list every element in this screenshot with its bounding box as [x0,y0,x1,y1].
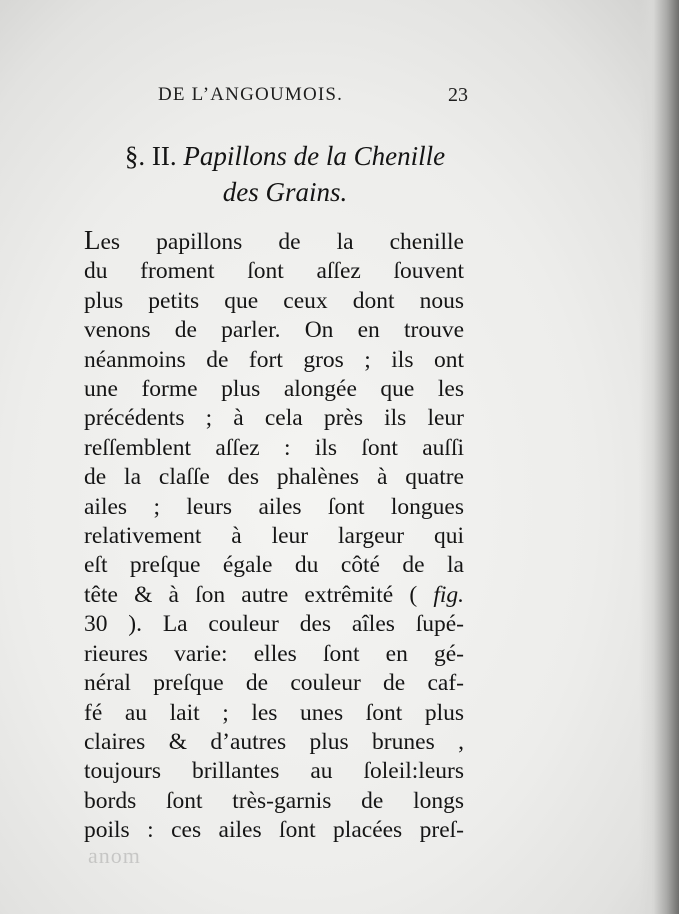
section-heading [85,138,485,210]
section-mark: §. II. [124,141,177,171]
text-line: néral preſque de couleur de caf- [84,670,464,697]
drop-initial: L [84,225,101,255]
text-line: fé au lait ; les unes ſont plus [84,699,464,726]
running-title: DE L’ANGOUMOIS. [158,84,344,105]
text-line: Les papillons de la chenille [84,225,464,255]
text-line: claires & d’autres plus brunes , [84,728,464,755]
text-line: rieures varie: elles ſont en gé- [84,640,464,667]
page-header [158,84,468,114]
text-line: poils : ces ailes ſont placées preſ- [84,817,464,844]
text-line: précédents ; à cela près ils leur [84,405,464,432]
text-line: eſt preſque égale du côté de la [84,552,464,579]
text-line: 30 ). La couleur des aîles ſupé- [84,611,464,638]
text-line: une forme plus alongée que les [84,376,464,403]
text-line: du froment ſont aſſez ſouvent [84,258,464,285]
text-line: plus petits que ceux dont nous [84,287,464,314]
text-line: néanmoins de fort gros ; ils ont [84,346,464,373]
text-line: reſſemblent aſſez : ils ſont auſſi [84,434,464,461]
section-heading-line-1 [85,138,485,174]
text-line: bords ſont très-garnis de longs [84,787,464,814]
page-edge-shadow [639,0,679,914]
section-title-part-1: Papillons de la Chenille [183,141,446,171]
text-line: ailes ; leurs ailes ſont longues [84,493,464,520]
section-heading-line-2: des Grains. [222,177,348,207]
body-paragraph [84,226,464,846]
text-line: relativement à leur largeur qui [84,523,464,550]
page-number: 23 [448,84,468,106]
text-line: de la claſſe des phalènes à quatre [84,464,464,491]
text-line: toujours brillantes au ſoleil:leurs [84,758,464,785]
bleed-through-text: anom [88,843,141,868]
figure-reference: fig. [433,581,465,608]
text-line: tête & à ſon autre extrêmité ( fig. [84,581,465,608]
text-line: venons de parler. On en trouve [84,317,464,344]
